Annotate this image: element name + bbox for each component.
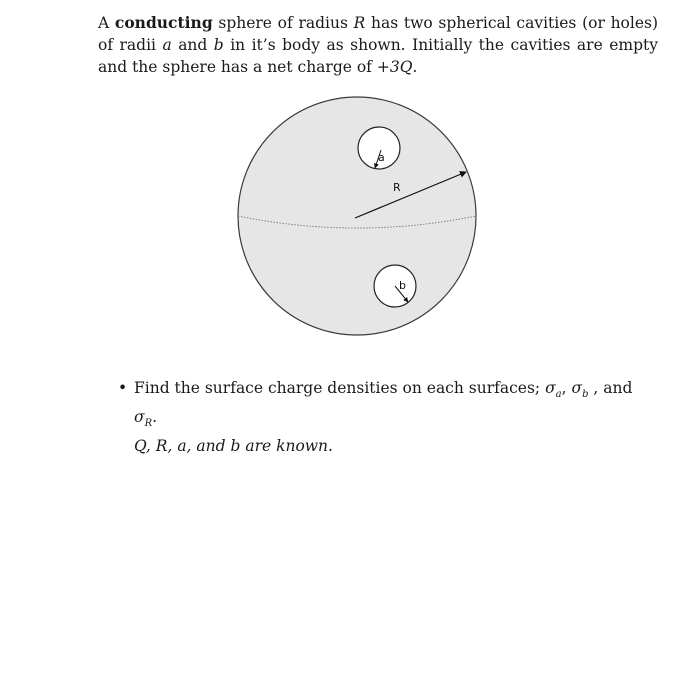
- sigma-R: $\sigma_R$: [134, 408, 153, 430]
- question-line-2: [134, 435, 638, 457]
- intro-text-end: .: [412, 58, 418, 76]
- sigma-a: $\sigma_a$: [545, 379, 562, 401]
- symbol-a: a: [162, 36, 172, 54]
- symbol-R: R: [353, 14, 366, 32]
- bullet-marker: •: [118, 379, 128, 397]
- question-body: [118, 377, 638, 457]
- problem-statement: [98, 12, 658, 78]
- sphere-figure: [228, 88, 488, 344]
- question-line-1: [134, 377, 638, 435]
- net-charge: +3Q: [376, 58, 413, 76]
- conducting-bold: conducting: [114, 13, 213, 32]
- label-R: R: [393, 181, 401, 194]
- question-text: Find the surface charge densities on each surfaces;: [134, 379, 546, 397]
- intro-text-radius: sphere of radius: [212, 14, 354, 32]
- question-item: [118, 377, 638, 457]
- known-quantities: Q, R, a, and b are known.: [134, 437, 333, 456]
- intro-text-body: in it’s body as shown. Initially the cavities are empty and the sphere has a net charge of: [98, 36, 658, 76]
- intro-text-and: and: [171, 36, 214, 54]
- symbol-b: b: [213, 36, 224, 54]
- question-end: .: [152, 408, 158, 427]
- intro-text-start: A: [98, 14, 115, 32]
- sphere-diagram: [228, 88, 488, 344]
- label-b: b: [399, 279, 406, 292]
- intro-text-cavities: has two spherical cavities (or holes) of radii: [98, 14, 659, 54]
- separator-1: ,: [561, 379, 572, 397]
- sigma-b: $\sigma_b$: [571, 379, 589, 401]
- label-a: a: [378, 151, 385, 164]
- separator-2: , and: [588, 379, 633, 397]
- conducting-sphere: [238, 97, 476, 335]
